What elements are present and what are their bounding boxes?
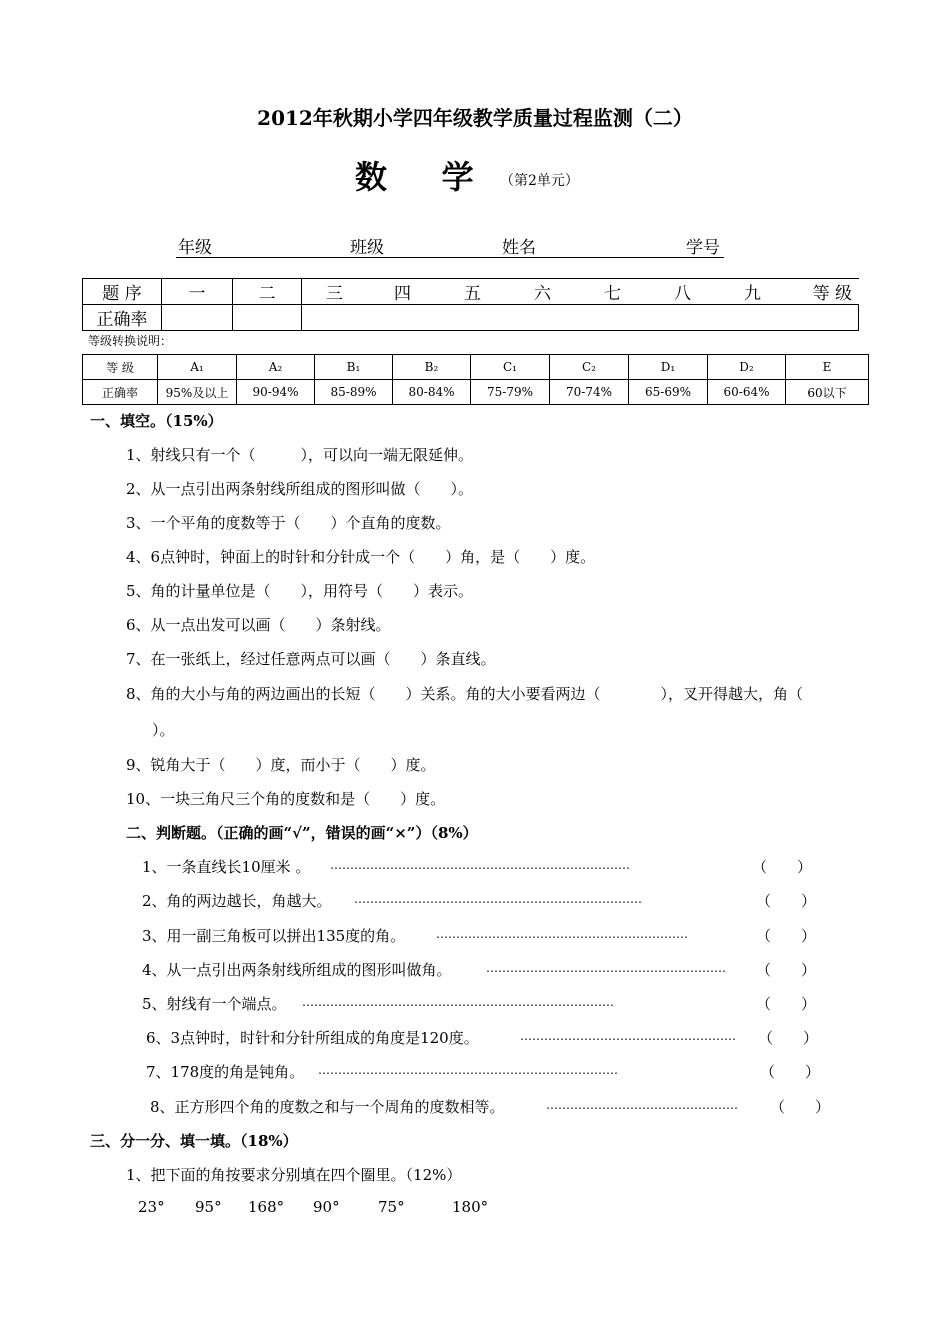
score-row-rate xyxy=(83,305,859,331)
leader-dots: ……………………………………………………… xyxy=(436,927,688,941)
grade-cell: C₂ xyxy=(550,355,629,380)
grade-cell: 95%及以上 xyxy=(158,380,237,405)
answer-paren: （ ） xyxy=(758,1029,819,1047)
score-col-2: 二 xyxy=(233,279,302,305)
grade-cell: 60-64% xyxy=(708,380,786,405)
grade-cell: 60以下 xyxy=(786,380,869,405)
leader-dots: …………………………………………………………………… xyxy=(302,995,614,1009)
answer-paren: （ ） xyxy=(756,995,817,1013)
grade-row-level xyxy=(83,355,869,380)
grade-cell: A₂ xyxy=(237,355,315,380)
judge-question: 2、角的两边越长，角越大。 xyxy=(142,892,332,910)
score-col-8: 八 xyxy=(674,284,691,304)
field-grade-label: 年级 xyxy=(178,238,212,258)
leader-dots: ………………………………………………………………… xyxy=(318,1063,618,1077)
section2-heading: 二、判断题。（正确的画“√”，错误的画“×”）（8%） xyxy=(126,824,478,842)
fill-question: 8、角的大小与角的两边画出的长短（ ）关系。角的大小要看两边（ ），叉开得越大，角（ xyxy=(126,685,804,703)
score-col-1: 一 xyxy=(162,279,233,305)
subject-unit: （第2单元） xyxy=(500,173,579,189)
section3-heading: 三、分一分、填一填。（18%） xyxy=(90,1132,298,1150)
leader-dots: ………………………………………………………………… xyxy=(330,858,630,872)
fill-question-cont: ）。 xyxy=(152,721,175,739)
grade-note: 等级转换说明： xyxy=(88,334,173,348)
grade-cell: 80-84% xyxy=(393,380,471,405)
grade-cell: 65-69% xyxy=(629,380,708,405)
field-class-label: 班级 xyxy=(350,238,384,258)
leader-dots: …………………………………………………… xyxy=(486,961,726,975)
score-rate-cell xyxy=(233,305,302,331)
answer-paren: （ ） xyxy=(752,858,813,876)
score-header-label: 题 序 xyxy=(83,279,162,305)
score-col-5: 五 xyxy=(464,284,481,304)
score-rate-cell xyxy=(162,305,233,331)
score-col-6: 六 xyxy=(534,284,551,304)
answer-paren: （ ） xyxy=(770,1098,831,1116)
angle-value: 23° xyxy=(138,1198,165,1216)
grade-cell: E xyxy=(786,355,869,380)
grade-cell: 正确率 xyxy=(83,380,158,405)
score-rate-label: 正确率 xyxy=(83,305,162,331)
grade-cell: 70-74% xyxy=(550,380,629,405)
angle-value: 75° xyxy=(378,1198,405,1216)
grade-cell: C₁ xyxy=(471,355,550,380)
grade-cell: A₁ xyxy=(158,355,237,380)
score-col-grade: 等 级 xyxy=(812,284,852,304)
judge-question: 5、射线有一个端点。 xyxy=(142,995,287,1013)
judge-question: 7、178度的角是钝角。 xyxy=(146,1063,305,1081)
score-cols-rest xyxy=(302,279,859,305)
judge-question: 6、3点钟时，时针和分针所组成的角度是120度。 xyxy=(146,1029,479,1047)
grade-cell: D₂ xyxy=(708,355,786,380)
subject-title: 数 学 xyxy=(355,158,476,196)
score-col-3: 三 xyxy=(326,284,343,304)
grade-table xyxy=(82,354,869,405)
field-number-label: 学号 xyxy=(686,238,720,258)
field-name-label: 姓名 xyxy=(502,238,536,258)
angle-value: 180° xyxy=(452,1198,489,1216)
fill-question: 10、一块三角尺三个角的度数和是（ ）度。 xyxy=(126,790,446,808)
field-underline xyxy=(176,257,724,258)
fill-question: 2、从一点引出两条射线所组成的图形叫做（ ）。 xyxy=(126,480,474,498)
score-col-9: 九 xyxy=(744,284,761,304)
fill-question: 5、角的计量单位是（ ），用符号（ ）表示。 xyxy=(126,582,474,600)
grade-cell: B₁ xyxy=(315,355,393,380)
fill-question: 4、6点钟时，钟面上的时针和分针成一个（ ）角，是（ ）度。 xyxy=(126,548,596,566)
score-row-order xyxy=(83,279,859,305)
fill-question: 7、在一张纸上，经过任意两点可以画（ ）条直线。 xyxy=(126,650,496,668)
leader-dots: ………………………………………… xyxy=(546,1098,738,1112)
grade-cell: 75-79% xyxy=(471,380,550,405)
answer-paren: （ ） xyxy=(756,927,817,945)
judge-question: 8、正方形四个角的度数之和与一个周角的度数相等。 xyxy=(150,1098,505,1116)
angle-value: 90° xyxy=(313,1198,340,1216)
leader-dots: ……………………………………………… xyxy=(520,1029,736,1043)
judge-question: 3、用一副三角板可以拼出135度的角。 xyxy=(142,927,406,945)
judge-question: 4、从一点引出两条射线所组成的图形叫做角。 xyxy=(142,961,452,979)
angle-value: 168° xyxy=(248,1198,285,1216)
grade-cell: 等 级 xyxy=(83,355,158,380)
classify-question: 1、把下面的角按要求分别填在四个圈里。（12%） xyxy=(126,1166,462,1184)
fill-question: 1、射线只有一个（ ），可以向一端无限延伸。 xyxy=(126,446,474,464)
grade-row-rate xyxy=(83,380,869,405)
fill-question: 6、从一点出发可以画（ ）条射线。 xyxy=(126,616,391,634)
grade-cell: D₁ xyxy=(629,355,708,380)
grade-cell: 85-89% xyxy=(315,380,393,405)
score-col-7: 七 xyxy=(604,284,621,304)
exam-title: 2012年秋期小学四年级教学质量过程监测（二） xyxy=(257,106,693,130)
fill-question: 3、一个平角的度数等于（ ）个直角的度数。 xyxy=(126,514,451,532)
score-col-4: 四 xyxy=(394,284,411,304)
score-rate-cell xyxy=(302,305,859,331)
answer-paren: （ ） xyxy=(756,892,817,910)
answer-paren: （ ） xyxy=(760,1063,821,1081)
leader-dots: ……………………………………………………………… xyxy=(354,892,642,906)
score-table xyxy=(82,278,859,331)
grade-cell: B₂ xyxy=(393,355,471,380)
fill-question: 9、锐角大于（ ）度，而小于（ ）度。 xyxy=(126,756,436,774)
angle-value: 95° xyxy=(195,1198,222,1216)
section1-heading: 一、填空。（15%） xyxy=(90,412,223,430)
grade-cell: 90-94% xyxy=(237,380,315,405)
judge-question: 1、一条直线长10厘米 。 xyxy=(142,858,311,876)
answer-paren: （ ） xyxy=(756,961,817,979)
